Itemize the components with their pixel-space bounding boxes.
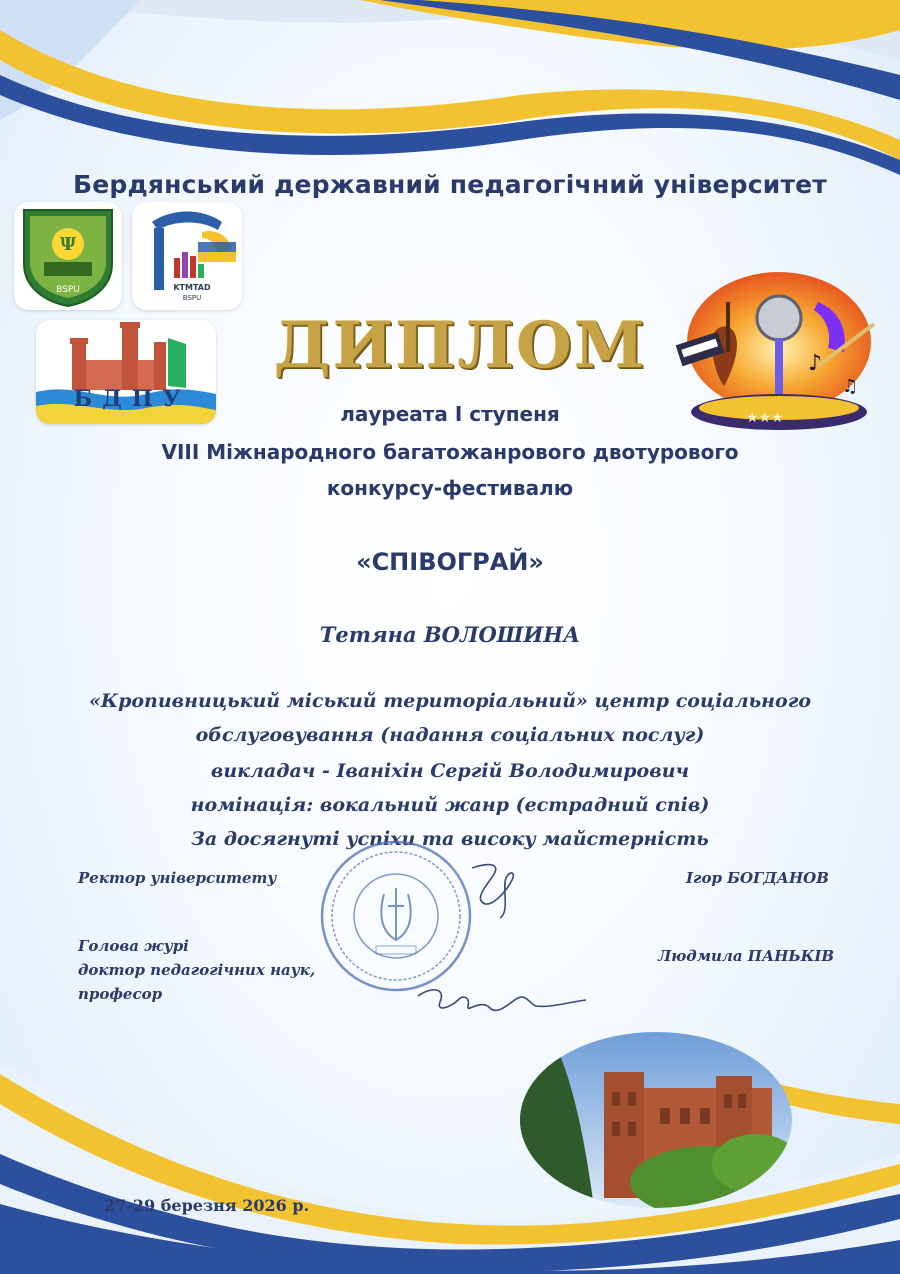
svg-text:♫: ♫ xyxy=(842,376,859,397)
organization-line-2: обслуговування (надання соціальних послуг) xyxy=(195,724,705,746)
jury-head-signature-icon xyxy=(410,978,590,1028)
rector-signature-icon xyxy=(450,852,570,922)
competition-line-1: VIII Міжнародного багатожанрового двотурового xyxy=(161,440,739,464)
festival-name: «СПІВОГРАЙ» xyxy=(356,548,544,576)
rector-name: Ігор БОГДАНОВ xyxy=(686,869,829,887)
teacher-name: викладач - Іваніхін Сергій Володимирович xyxy=(210,760,690,782)
laureate-degree: лауреата І ступеня xyxy=(340,402,560,426)
jury-title-line-1: Голова журі xyxy=(78,937,189,955)
university-building-photo xyxy=(520,1032,792,1208)
svg-text:BSPU: BSPU xyxy=(56,285,80,295)
ktmtad-logo xyxy=(132,202,242,310)
svg-text:KTMTAD: KTMTAD xyxy=(173,283,211,292)
jury-title-line-3: професор xyxy=(78,985,163,1003)
university-shield-logo xyxy=(14,202,122,310)
svg-text:БДПУ: БДПУ xyxy=(73,386,191,412)
svg-text:Ψ: Ψ xyxy=(59,234,77,255)
ktmtad-emblem-icon xyxy=(132,202,242,310)
jury-head-name: Людмила ПАНЬКІВ xyxy=(658,947,835,965)
svg-text:♪: ♪ xyxy=(808,351,823,376)
svg-text:BSPU: BSPU xyxy=(182,294,202,302)
rector-title: Ректор університету xyxy=(78,869,277,887)
competition-line-2: конкурсу-фестивалю xyxy=(326,476,574,500)
event-date: 27-29 березня 2026 р. xyxy=(104,1196,310,1215)
achievement-text: За досягнуті успіхи та високу майстерність xyxy=(191,828,709,850)
shield-emblem-icon xyxy=(14,202,122,310)
svg-text:★★★: ★★★ xyxy=(746,410,784,426)
nomination: номінація: вокальний жанр (естрадний спів) xyxy=(190,794,710,816)
organization-line-1: «Кропивницький міський територіальний» центр соціального xyxy=(88,690,812,712)
participant-name: Тетяна ВОЛОШИНА xyxy=(319,622,581,647)
diploma-title: ДИПЛОМ xyxy=(273,308,647,383)
jury-title-line-2: доктор педагогічних наук, xyxy=(78,961,316,979)
university-title: Бердянський державний педагогічний університет xyxy=(73,170,827,199)
